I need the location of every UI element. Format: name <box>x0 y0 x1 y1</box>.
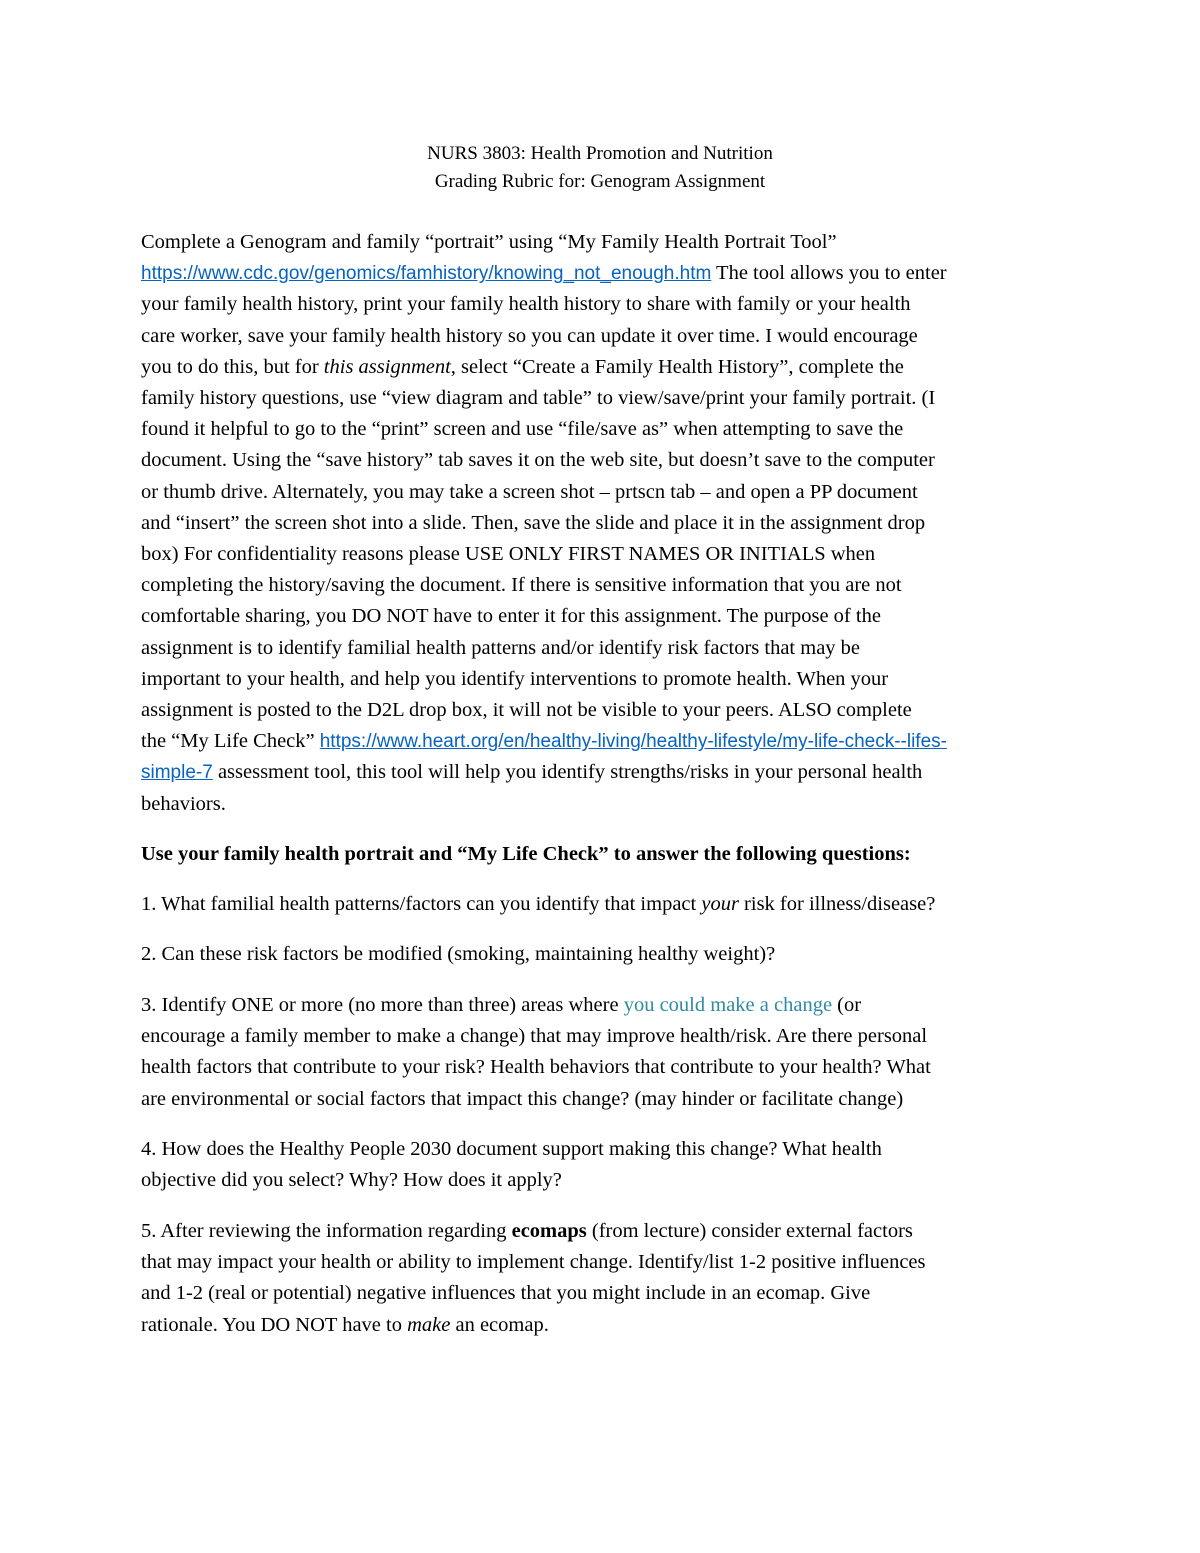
question-1 <box>141 889 1081 920</box>
question-text: 5. After reviewing the information regarding <box>141 1220 512 1242</box>
intro-line: assignment is posted to the D2L drop box, it will not be visible to your peers. ALSO complete <box>141 699 912 722</box>
emphasis-text: this assignment <box>323 355 451 378</box>
question-text: encourage a family member to make a change) that may improve health/risk. Are there personal <box>141 1025 928 1048</box>
intro-line <box>141 757 1071 788</box>
intro-line: found it helpful to go to the “print” screen and use “file/save as” when attempting to save the <box>141 418 904 441</box>
intro-line: completing the history/saving the document. If there is sensitive information that you are not <box>141 574 902 597</box>
question-4 <box>141 1134 1081 1196</box>
question-2 <box>141 939 1081 970</box>
question-text: 3. Identify ONE or more (no more than three) areas where <box>141 994 624 1016</box>
question-text: health factors that contribute to your risk? Health behaviors that contribute to your health? What <box>141 1056 931 1079</box>
emphasis-text: your <box>701 893 739 915</box>
intro-line: your family health history, print your family health history to share with family or your health <box>141 293 911 316</box>
intro-line: behaviors. <box>141 792 226 815</box>
question-text: (from lecture) consider external factors <box>586 1220 913 1242</box>
rubric-title: Grading Rubric for: Genogram Assignment <box>434 171 766 192</box>
intro-line: important to your health, and help you identify interventions to promote health. When your <box>141 667 889 690</box>
intro-line: box) For confidentiality reasons please USE ONLY FIRST NAMES OR INITIALS when <box>141 543 876 566</box>
intro-line: or thumb drive. Alternately, you may take a screen shot – prtscn tab – and open a PP document <box>141 480 918 503</box>
intro-text: The tool allows you to enter <box>711 262 947 285</box>
bold-term: ecomaps <box>511 1220 587 1242</box>
question-text: 1. What familial health patterns/factors can you identify that impact <box>141 893 702 915</box>
question-text: an ecomap. <box>450 1313 549 1336</box>
questions-heading: Use your family health portrait and “My Life Check” to answer the following questions: <box>141 843 911 865</box>
question-text: (or <box>832 994 862 1016</box>
cdc-link[interactable]: https://www.cdc.gov/genomics/famhistory/knowing_not_enough.htm <box>141 263 712 285</box>
highlighted-text: you could make a change <box>623 994 833 1016</box>
heart-link[interactable]: https://www.heart.org/en/healthy-living/healthy-lifestyle/my-life-check--lifes- <box>319 731 947 753</box>
question-text: that may impact your health or ability to implement change. Identify/list 1-2 positive influences <box>141 1251 926 1274</box>
question-text: 2. Can these risk factors be modified (smoking, maintaining healthy weight)? <box>141 943 776 965</box>
intro-line: comfortable sharing, you DO NOT have to enter it for this assignment. The purpose of the <box>141 605 881 628</box>
intro-text: assessment tool, this tool will help you identify strengths/risks in your personal health <box>212 761 923 784</box>
course-title: NURS 3803: Health Promotion and Nutrition <box>427 143 773 164</box>
intro-line <box>141 352 1071 383</box>
intro-text: , select “Create a Family Health History”, complete the <box>450 355 904 378</box>
intro-line <box>141 726 1071 757</box>
intro-paragraph <box>141 227 1071 820</box>
intro-line: assignment is to identify familial health patterns and/or identify risk factors that may be <box>141 636 861 659</box>
intro-line: document. Using the “save history” tab saves it on the web site, but doesn’t save to the computer <box>141 449 935 472</box>
emphasis-text: make <box>407 1313 451 1336</box>
question-text: 4. How does the Healthy People 2030 document support making this change? What health <box>141 1138 882 1160</box>
question-5 <box>141 1216 1081 1341</box>
intro-line: and “insert” the screen shot into a slide. Then, save the slide and place it in the assignment drop <box>141 511 926 534</box>
question-text: rationale. You DO NOT have to <box>141 1313 408 1336</box>
intro-text: the “My Life Check” <box>141 730 320 753</box>
intro-line: family history questions, use “view diagram and table” to view/save/print your family portrait. (I <box>141 387 936 410</box>
intro-text: you to do this, but for <box>141 355 324 378</box>
question-3 <box>141 990 1081 1115</box>
intro-line <box>141 258 1071 289</box>
heart-link-continued[interactable]: simple-7 <box>141 762 213 784</box>
question-text: risk for illness/disease? <box>738 893 936 915</box>
question-text: and 1-2 (real or potential) negative influences that you might include in an ecomap. Give <box>141 1282 871 1305</box>
question-text: are environmental or social factors that impact this change? (may hinder or facilitate change) <box>141 1087 904 1110</box>
question-text: objective did you select? Why? How does it apply? <box>141 1169 562 1192</box>
intro-line: care worker, save your family health history so you can update it over time. I would encourage <box>141 324 918 347</box>
intro-line: Complete a Genogram and family “portrait” using “My Family Health Portrait Tool” <box>141 231 837 253</box>
